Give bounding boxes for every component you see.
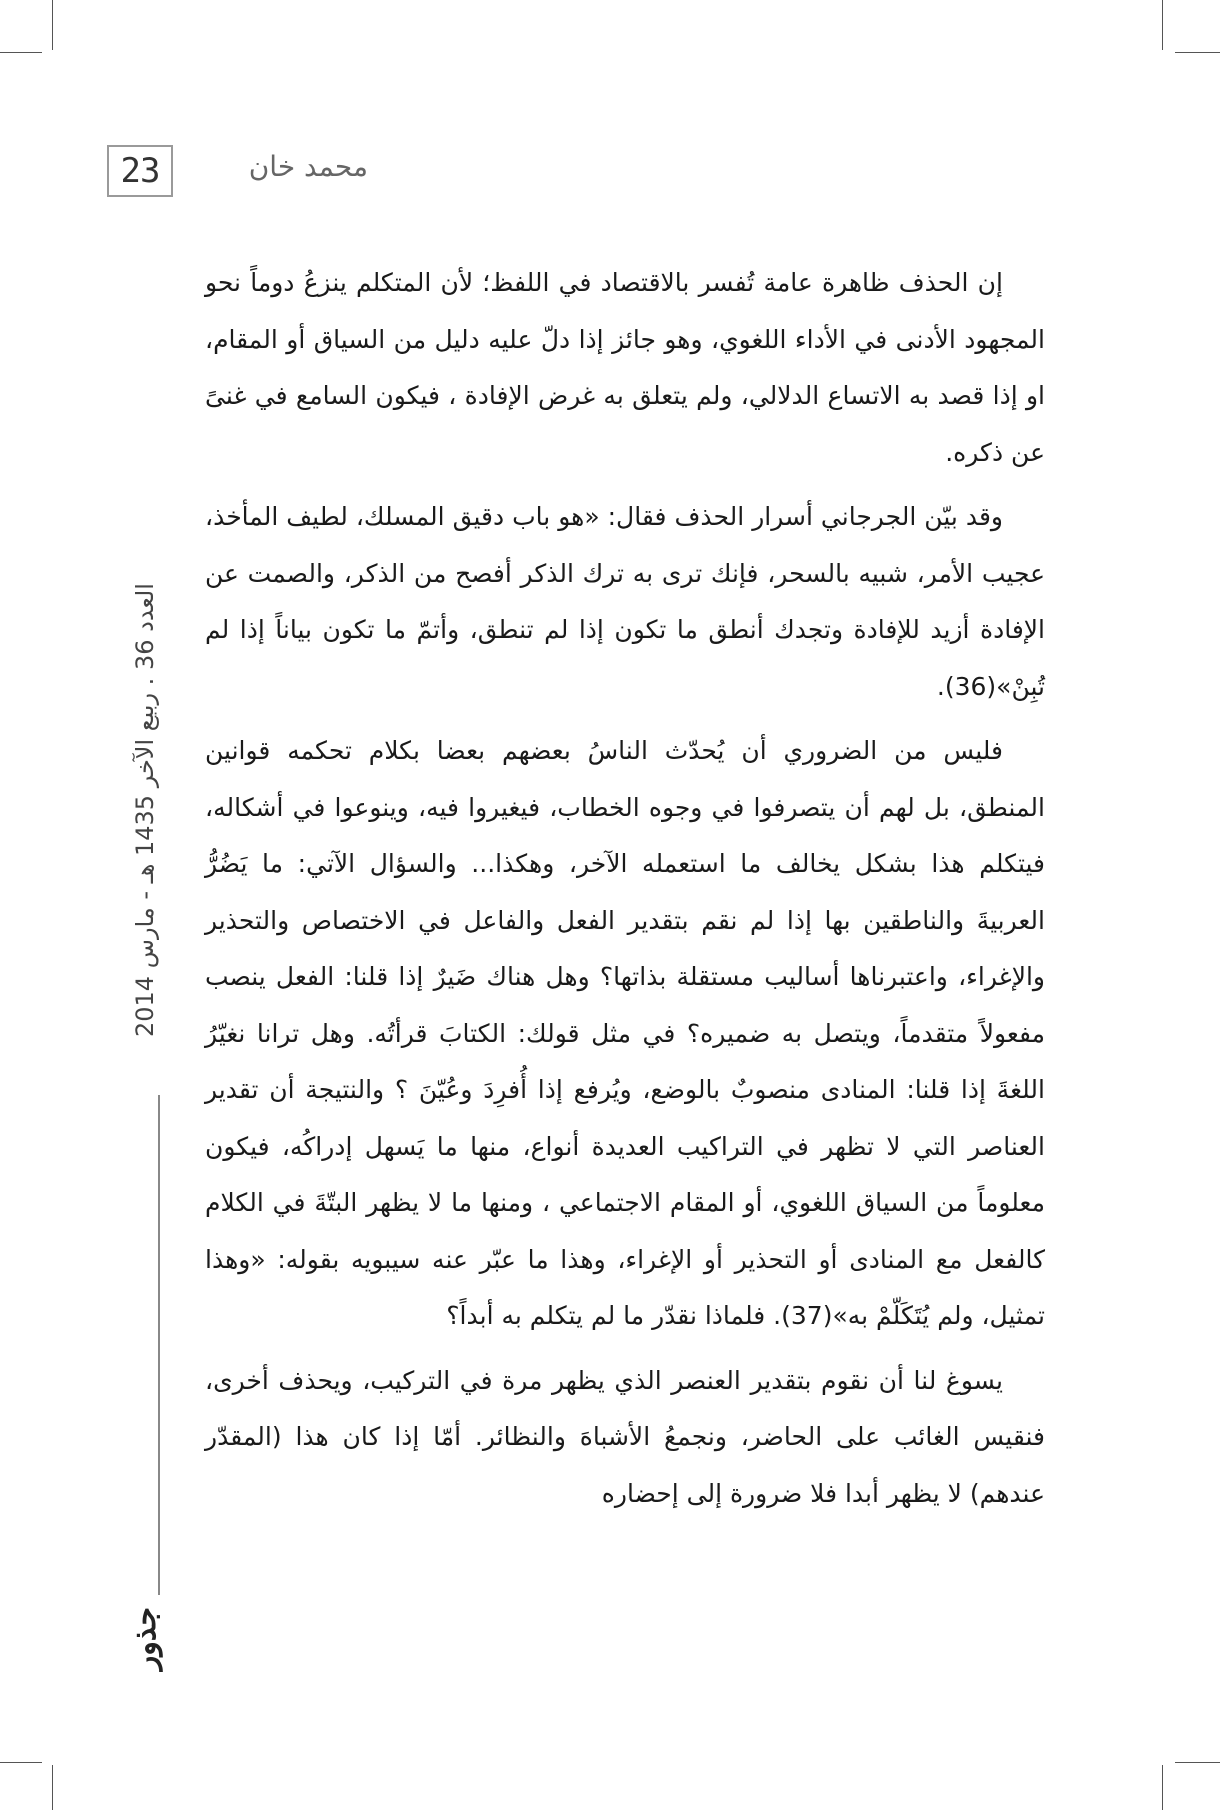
issue-info: العدد 36 . ربيع الآخر 1435 هـ - مارس 2014	[131, 583, 159, 1037]
paragraph: إن الحذف ظاهرة عامة تُفسر بالاقتصاد في اللفظ؛ لأن المتكلم ينزعُ دوماً نحو المجهود الأدنى في الأداء اللغوي، وهو جائز إذا دلّ عليه دليل من السياق أو المقام، او إذا قصد به الاتساع الدلالي، ولم يتعلق به غرض الإفادة ، فيكون السامع في غنىً عن ذكره.	[205, 268, 1045, 467]
crop-mark	[1162, 1765, 1163, 1810]
article-body	[205, 255, 1045, 1522]
crop-mark	[1175, 1762, 1220, 1763]
paragraph: وقد بيّن الجرجاني أسرار الحذف فقال: «هو باب دقيق المسلك، لطيف المأخذ، عجيب الأمر، شبيه بالسحر، فإنك ترى به ترك الذكر أفصح من الذكر، والصمت عن الإفادة أزيد للإفادة وتجدك أنطق ما تكون إذا لم تنطق، وأتمّ ما تكون بياناً إذا لم تُبِنْ»(36).	[205, 502, 1045, 701]
margin-divider	[158, 1095, 160, 1595]
crop-mark	[1175, 52, 1220, 53]
crop-mark	[52, 1765, 53, 1810]
journal-logo: جذور	[128, 1607, 163, 1671]
crop-mark	[0, 52, 42, 53]
crop-mark	[0, 1762, 42, 1763]
crop-mark	[1162, 0, 1163, 50]
paragraph: فليس من الضروري أن يُحدّث الناسُ بعضهم بعضا بكلام تحكمه قوانين المنطق، بل لهم أن يتصرفوا في وجوه الخطاب، فيغيروا فيه، وينوعوا في أشكاله، فيتكلم هذا بشكل يخالف ما استعمله الآخر، وهكذا... والسؤال الآتي: ما يَضُرُّ العربيةَ والناطقين بها إذا لم نقم بتقدير الفعل والفاعل في الاختصاص والتحذير والإغراء، واعتبرناها أساليب مستقلة بذاتها؟ وهل هناك ضَيرٌ إذا قلنا: الفعل ينصب مفعولاً متقدماً، ويتصل به ضميره؟ في مثل قولك: الكتابَ قرأتُه. وهل ترانا نغيّرُ اللغةَ إذا قلنا: المنادى منصوبٌ بالوضع، ويُرفع إذا أُفرِدَ وعُيّنَ ؟ والنتيجة أن تقدير العناصر التي لا تظهر في التراكيب العديدة أنواع، منها ما يَسهل إدراكُه، فيكون معلوماً من السياق اللغوي، أو المقام الاجتماعي ، ومنها ما لا يظهر البتّةَ في الكلام كالفعل مع المنادى أو التحذير أو الإغراء، وهذا ما عبّر عنه سيبويه بقوله: «وهذا تمثيل، ولم يُتَكَلّمْ به»(37). فلماذا نقدّر ما لم يتكلم به أبداً؟	[205, 736, 1045, 1330]
running-head-author: محمد خان	[248, 150, 368, 183]
page-number: 23	[107, 145, 173, 197]
crop-mark	[52, 0, 53, 50]
paragraph: يسوغ لنا أن نقوم بتقدير العنصر الذي يظهر مرة في التركيب، ويحذف أخرى، فنقيس الغائب على الحاضر، ونجمعُ الأشباهَ والنظائر. أمّا إذا كان هذا (المقدّر عندهم) لا يظهر أبدا فلا ضرورة إلى إحضاره	[205, 1365, 1045, 1508]
